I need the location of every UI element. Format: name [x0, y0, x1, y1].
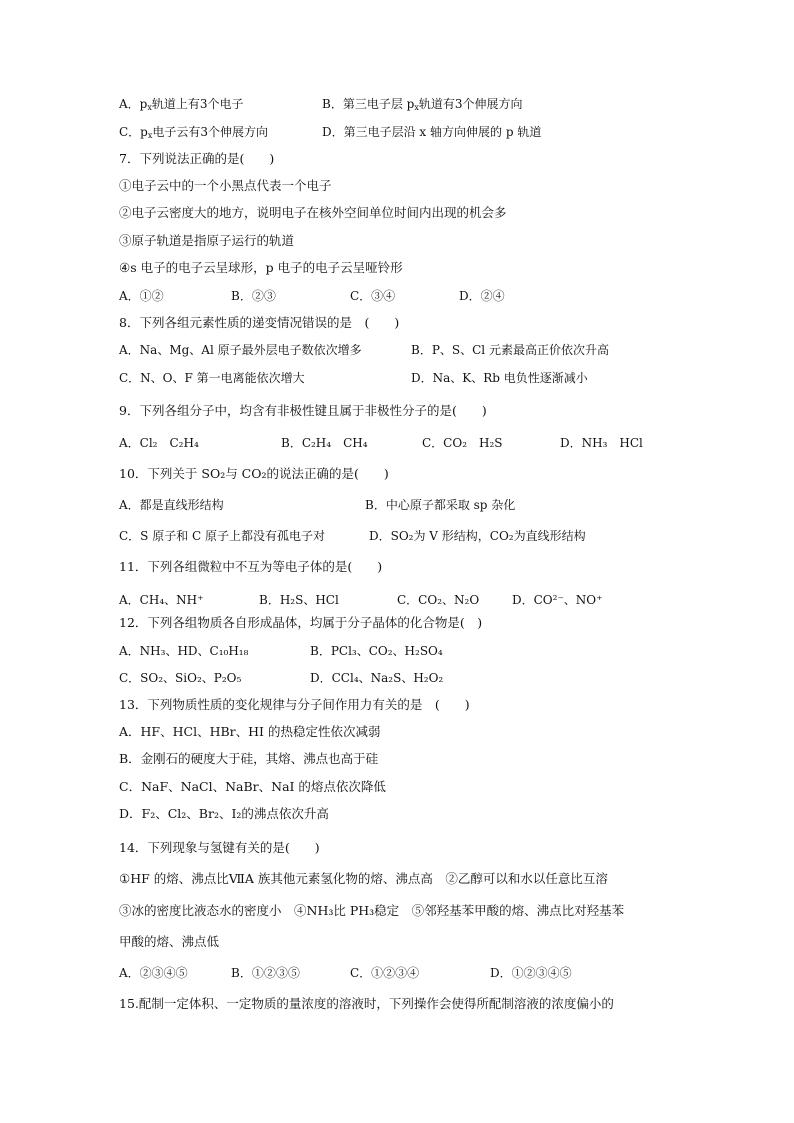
- q13-stem: 13．下列物质性质的变化规律与分子间作用力有关的是 ( ): [119, 697, 470, 712]
- q7-statement-1: ①电子云中的一个小黑点代表一个电子: [119, 178, 332, 193]
- q11-stem: 11．下列各组微粒中不互为等电子体的是( ): [119, 559, 383, 574]
- q14-option-c: C．①②③④: [350, 966, 420, 980]
- q8-option-b: B．P、S、Cl 元素最高正价依次升高: [411, 343, 609, 357]
- q7-option-c: C．③④: [350, 289, 396, 303]
- q13-option-a: A．HF、HCl、HBr、HI 的热稳定性依次减弱: [119, 724, 381, 739]
- q7-statement-3: ③原子轨道是指原子运行的轨道: [119, 233, 295, 248]
- q7-statement-4: ④s 电子的电子云呈球形，p 电子的电子云呈哑铃形: [119, 260, 403, 275]
- q8-option-c: C．N、O、F 第一电离能依次增大: [119, 371, 305, 385]
- q9-option-c: C．CO₂ H₂S: [422, 436, 503, 450]
- q9-option-b: B．C₂H₄ CH₄: [281, 436, 368, 450]
- q10-option-c: C．S 原子和 C 原子上都没有孤电子对: [119, 529, 326, 543]
- q10-stem: 10．下列关于 SO₂与 CO₂的说法正确的是( ): [119, 466, 389, 481]
- q14-option-d: D．①②③④⑤: [490, 966, 572, 980]
- q10-option-d: D．SO₂为 V 形结构，CO₂为直线形结构: [369, 529, 586, 543]
- q11-option-b: B．H₂S、HCl: [259, 593, 339, 607]
- q14-option-a: A．②③④⑤: [119, 966, 188, 980]
- q9-option-d: D．NH₃ HCl: [560, 436, 643, 450]
- q14-statement-line-3: 甲酸的熔、沸点低: [119, 934, 220, 949]
- q12-option-d: D．CCl₄、Na₂S、H₂O₂: [310, 671, 444, 685]
- q8-stem: 8．下列各组元素性质的递变情况错误的是 ( ): [119, 315, 400, 330]
- q13-option-b: B．金刚石的硬度大于硅，其熔、沸点也高于硅: [119, 751, 379, 766]
- q6-option-a: A．$p_x$轨道上有3个电子: [119, 97, 244, 112]
- q7-option-d: D．②④: [459, 289, 505, 303]
- q6-option-c: C．$p_x$电子云有3个伸展方向: [119, 125, 269, 140]
- q8-option-d: D．Na、K、Rb 电负性逐渐减小: [411, 371, 588, 385]
- q14-statement-line-1: ①HF 的熔、沸点比ⅦA 族其他元素氢化物的熔、沸点高 ②乙醇可以和水以任意比互溶: [119, 871, 608, 886]
- q6-option-d: D．第三电子层沿 x 轴方向伸展的 p 轨道: [322, 125, 542, 139]
- q12-option-c: C．SO₂、SiO₂、P₂O₅: [119, 671, 242, 685]
- q13-option-c: C．NaF、NaCl、NaBr、NaI 的熔点依次降低: [119, 779, 386, 794]
- q10-option-b: B．中心原子都采取 sp 杂化: [365, 498, 516, 512]
- q8-option-a: A．Na、Mg、Al 原子最外层电子数依次增多: [119, 343, 362, 357]
- q7-option-b: B．②③: [231, 289, 276, 303]
- q10-option-a: A．都是直线形结构: [119, 498, 224, 512]
- q9-stem: 9．下列各组分子中，均含有非极性键且属于非极性分子的是( ): [119, 403, 487, 418]
- q6-option-b: B．第三电子层 $p_x$轨道有3个伸展方向: [322, 97, 523, 112]
- q11-option-a: A．CH₄、NH⁺: [119, 593, 204, 607]
- q14-option-b: B．①②③⑤: [231, 966, 300, 980]
- q7-statement-2: ②电子云密度大的地方，说明电子在核外空间单位时间内出现的机会多: [119, 205, 507, 220]
- q15-stem: 15.配制一定体积、一定物质的量浓度的溶液时，下列操作会使得所配制溶液的浓度偏小的: [119, 996, 614, 1011]
- q12-stem: 12．下列各组物质各自形成晶体，均属于分子晶体的化合物是( ): [119, 615, 483, 630]
- q14-stem: 14．下列现象与氢键有关的是( ): [119, 840, 320, 855]
- q11-option-c: C．CO₂、N₂O: [397, 593, 480, 607]
- q7-option-a: A．①②: [119, 289, 164, 303]
- q7-stem: 7．下列说法正确的是( ): [119, 151, 275, 166]
- q14-statement-line-2: ③冰的密度比液态水的密度小 ④NH₃比 PH₃稳定 ⑤邻羟基苯甲酸的熔、沸点比对羟基苯: [119, 903, 625, 918]
- q9-option-a: A．Cl₂ C₂H₄: [119, 436, 199, 450]
- q12-option-b: B．PCl₃、CO₂、H₂SO₄: [310, 644, 443, 658]
- q11-option-d: D．CO²⁻、NO⁺: [512, 593, 603, 607]
- q13-option-d: D．F₂、Cl₂、Br₂、I₂的沸点依次升高: [119, 806, 329, 821]
- q12-option-a: A．NH₃、HD、C₁₀H₁₈: [119, 644, 249, 658]
